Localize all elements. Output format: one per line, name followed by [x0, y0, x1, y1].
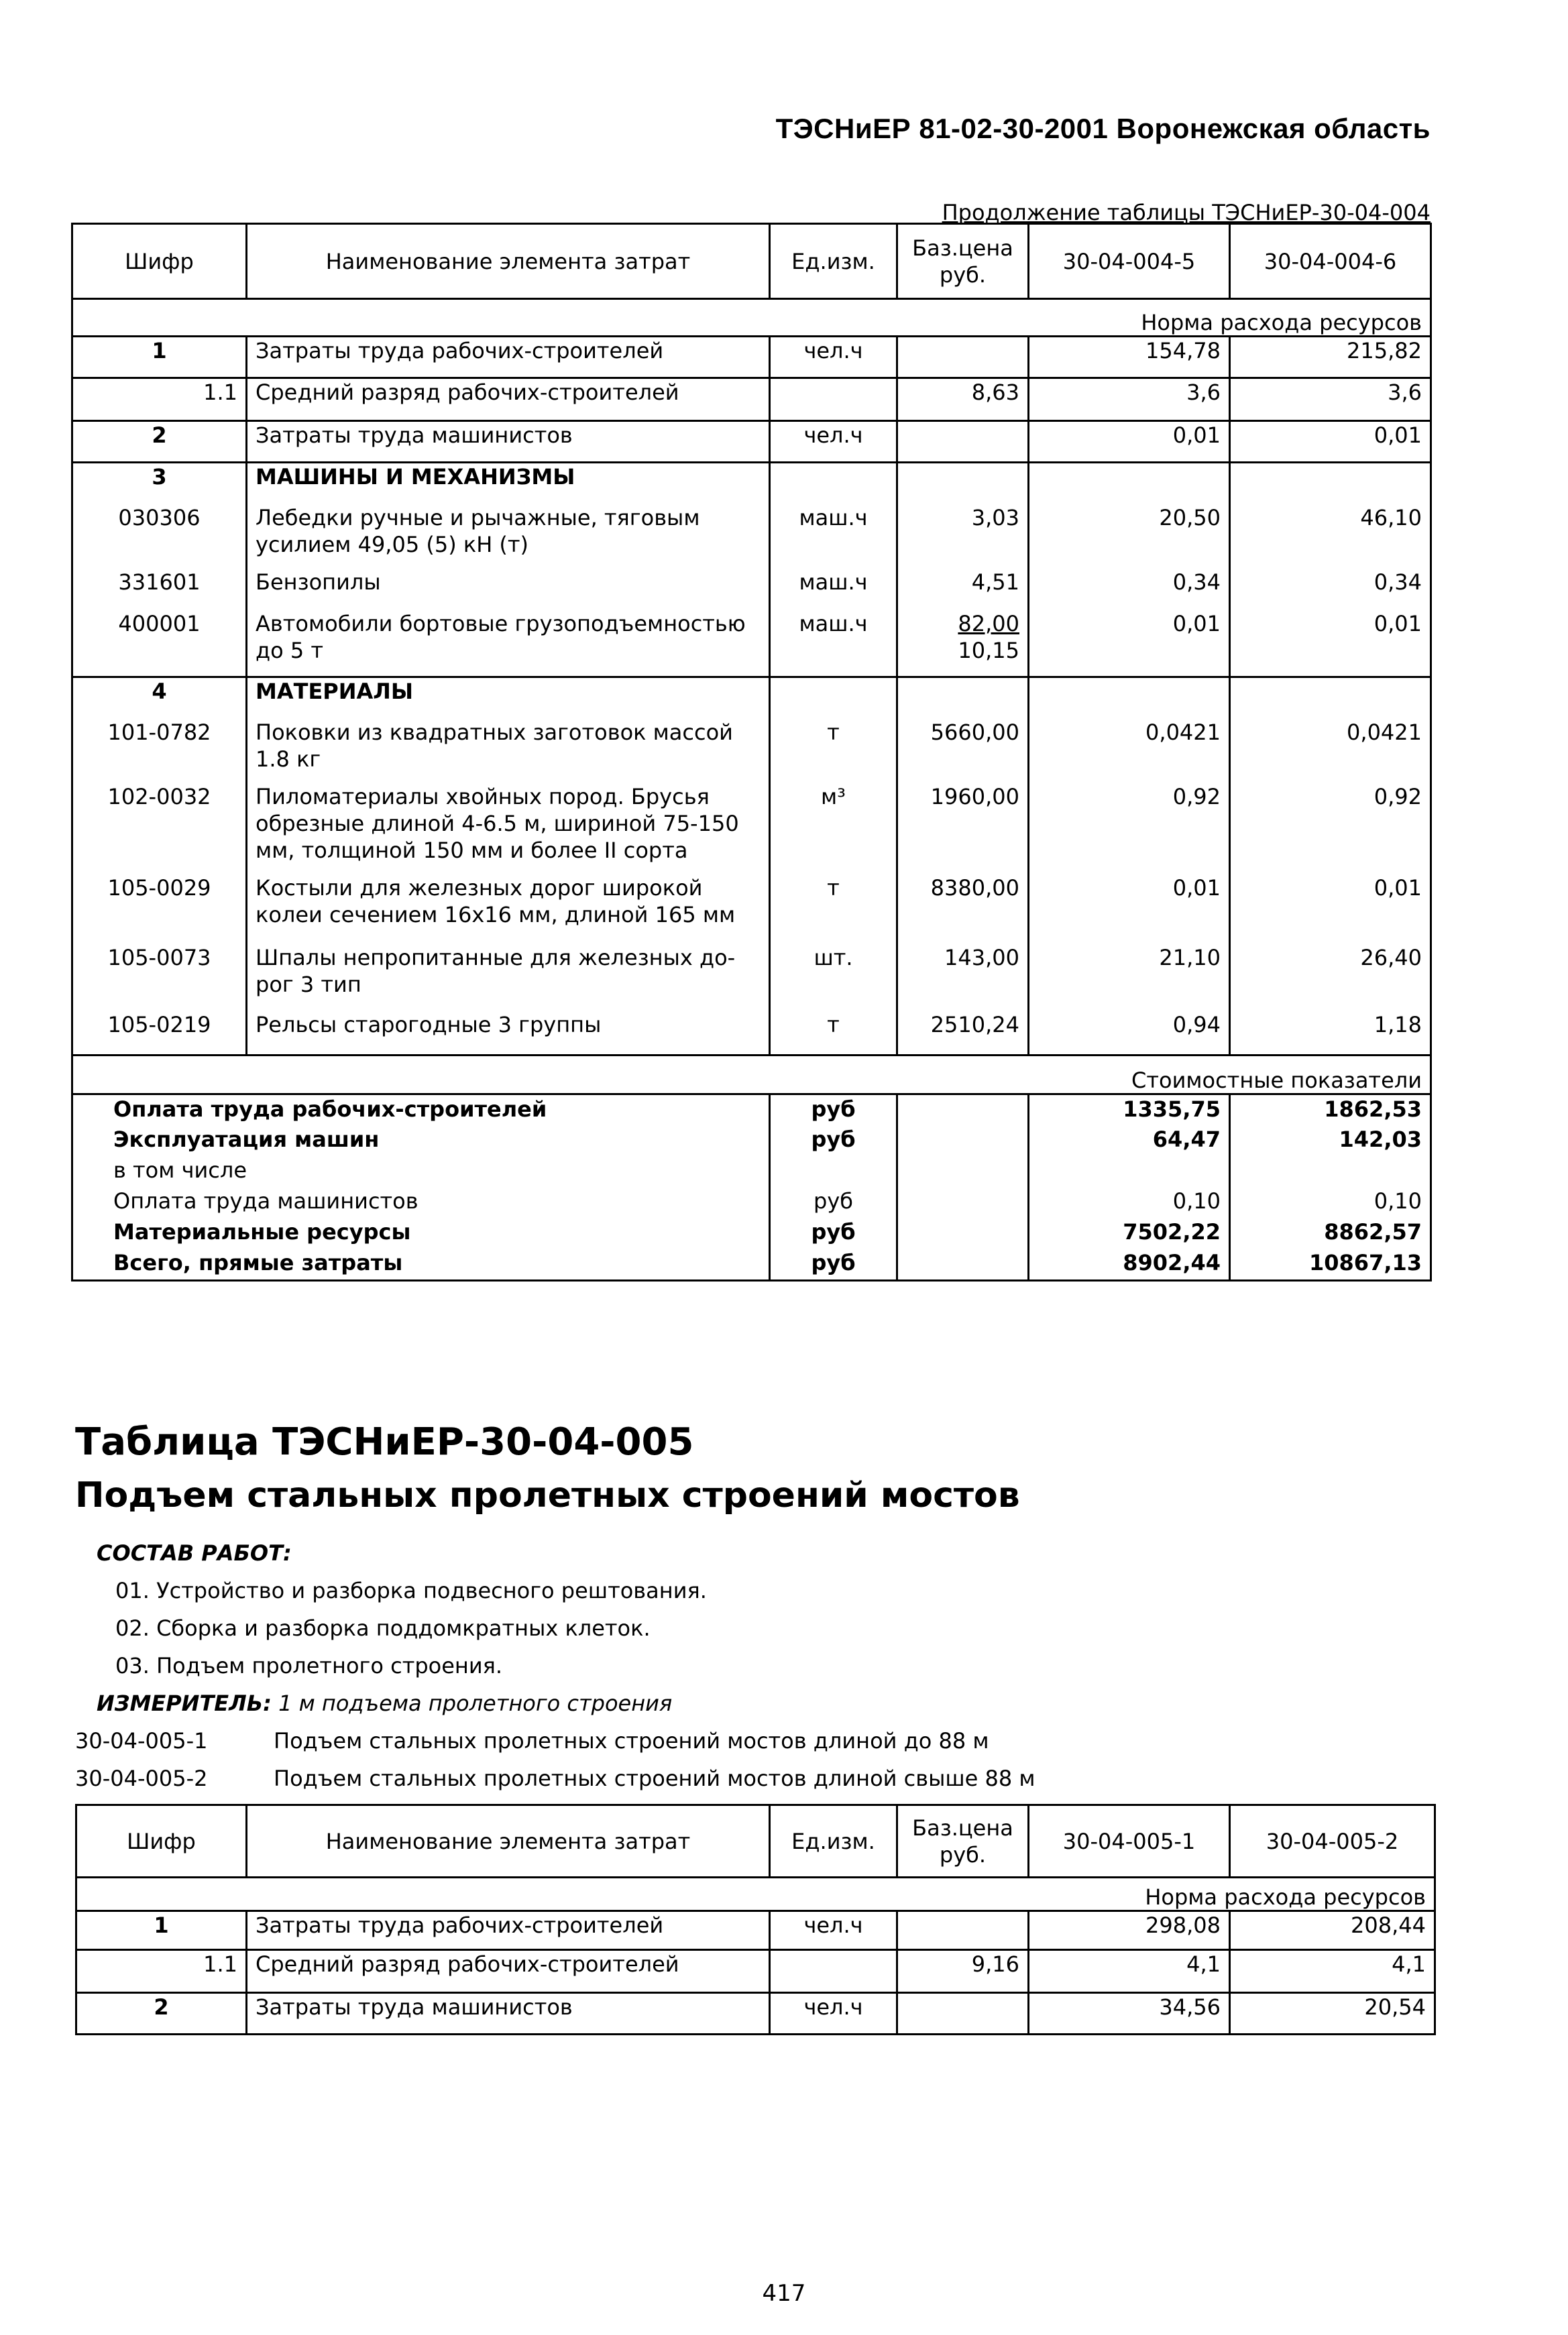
row-price: 143,00 — [897, 944, 1029, 1011]
cost-value-2: 1862,53 — [1230, 1094, 1431, 1125]
row-unit: маш.ч — [770, 610, 897, 677]
row-name: Затраты труда рабочих-строителей — [247, 337, 770, 378]
row-code: 1 — [72, 337, 247, 378]
row-value-2: 0,01 — [1230, 874, 1431, 944]
row-unit: т — [770, 719, 897, 783]
row-name: Средний разряд рабочих-строителей — [247, 378, 770, 421]
works-label: СОСТАВ РАБОТ: — [97, 1540, 292, 1566]
table-title: Таблица ТЭСНиЕР-30-04-005 — [75, 1420, 694, 1464]
item-line — [75, 1760, 1035, 1797]
row-value-2: 0,34 — [1230, 569, 1431, 610]
row-name: Костыли для железных дорог широкой колеи сечением 16х16 мм, длиной 165 мм — [247, 874, 770, 944]
row-name: Бензопилы — [247, 569, 770, 610]
row-value-1: 154,78 — [1029, 337, 1230, 378]
row-unit: т — [770, 1011, 897, 1056]
header-code: Шифр — [72, 224, 247, 299]
cost-unit: руб — [770, 1125, 897, 1156]
header-name: Наименование элемента затрат — [247, 224, 770, 299]
meter-label: ИЗМЕРИТЕЛЬ: — [97, 1691, 272, 1716]
cost-value-1: 7502,22 — [1029, 1218, 1230, 1249]
row-name: Лебедки ручные и рычажные, тяговым усилием 49,05 (5) кН (т) — [247, 504, 770, 569]
row-unit: шт. — [770, 944, 897, 1011]
section-name: МАШИНЫ И МЕХАНИЗМЫ — [247, 463, 770, 504]
row-name: Затраты труда машинистов — [247, 1993, 770, 2035]
row-name: Затраты труда машинистов — [247, 421, 770, 463]
row-unit: чел.ч — [770, 421, 897, 463]
row-name: Затраты труда рабочих-строителей — [247, 1911, 770, 1950]
row-value-1: 34,56 — [1029, 1993, 1230, 2035]
row-unit: т — [770, 874, 897, 944]
row-name: Шпалы непропитанные для железных до- рог 3 тип — [247, 944, 770, 1011]
row-code: 105-0029 — [72, 874, 247, 944]
row-value-1: 298,08 — [1029, 1911, 1230, 1950]
cost-name: Оплата труда рабочих-строителей — [72, 1094, 770, 1125]
row-price: 1960,00 — [897, 783, 1029, 874]
work-item: 03. Подъем пролетного строения. — [115, 1653, 503, 1678]
row-unit: чел.ч — [770, 337, 897, 378]
header-col2: 30-04-004-6 — [1230, 224, 1431, 299]
row-value-2: 0,92 — [1230, 783, 1431, 874]
cost-unit: руб — [770, 1249, 897, 1281]
row-value-2: 0,0421 — [1230, 719, 1431, 783]
row-code: 105-0073 — [72, 944, 247, 1011]
cost-unit: руб — [770, 1094, 897, 1125]
row-value-1: 4,1 — [1029, 1950, 1230, 1993]
works-block — [75, 1534, 1035, 1797]
row-value-2: 46,10 — [1230, 504, 1431, 569]
cost-name: Материальные ресурсы — [72, 1218, 770, 1249]
row-name: Поковки из квадратных заготовок массой 1.8 кг — [247, 719, 770, 783]
row-price: 8,63 — [897, 378, 1029, 421]
resource-table-2 — [75, 1804, 1436, 2035]
row-value-2: 208,44 — [1230, 1911, 1435, 1950]
row-value-2: 0,01 — [1230, 610, 1431, 677]
row-unit: м³ — [770, 783, 897, 874]
row-price — [897, 1911, 1029, 1950]
row-value-2: 3,6 — [1230, 378, 1431, 421]
row-value-1: 0,01 — [1029, 421, 1230, 463]
row-price: 82,00 10,15 — [897, 610, 1029, 677]
resource-table-1 — [71, 223, 1432, 1282]
row-code: 2 — [72, 421, 247, 463]
meter-line — [75, 1685, 1035, 1722]
norm-label: Норма расхода ресурсов — [72, 299, 1431, 337]
document-header: ТЭСНиЕР 81-02-30-2001 Воронежская область — [775, 113, 1431, 144]
header-col2: 30-04-005-2 — [1230, 1805, 1435, 1878]
row-value-1: 0,94 — [1029, 1011, 1230, 1056]
row-code: 4 — [72, 677, 247, 719]
header-col1: 30-04-005-1 — [1029, 1805, 1230, 1878]
cost-value-1: 1335,75 — [1029, 1094, 1230, 1125]
header-unit: Ед.изм. — [770, 1805, 897, 1878]
cost-value-1: 8902,44 — [1029, 1249, 1230, 1281]
cost-value-1: 0,10 — [1029, 1187, 1230, 1218]
row-value-1: 0,0421 — [1029, 719, 1230, 783]
header-price: Баз.цена руб. — [897, 224, 1029, 299]
row-price — [897, 421, 1029, 463]
row-price: 2510,24 — [897, 1011, 1029, 1056]
item-code: 30-04-005-1 — [75, 1728, 208, 1754]
page-number: 417 — [762, 2280, 806, 2307]
meter-text: 1 м подъема пролетного строения — [278, 1691, 673, 1716]
work-item: 02. Сборка и разборка поддомкратных клеток. — [115, 1615, 651, 1641]
row-value-1: 0,01 — [1029, 610, 1230, 677]
row-code: 030306 — [72, 504, 247, 569]
row-price: 5660,00 — [897, 719, 1029, 783]
item-line — [75, 1722, 1035, 1760]
row-code: 101-0782 — [72, 719, 247, 783]
row-code: 105-0219 — [72, 1011, 247, 1056]
row-unit: чел.ч — [770, 1911, 897, 1950]
row-price — [897, 337, 1029, 378]
section-name: МАТЕРИАЛЫ — [247, 677, 770, 719]
row-value-1: 21,10 — [1029, 944, 1230, 1011]
header-col1: 30-04-004-5 — [1029, 224, 1230, 299]
cost-unit: руб — [770, 1218, 897, 1249]
row-value-2: 4,1 — [1230, 1950, 1435, 1993]
cost-name: Эксплуатация машин — [72, 1125, 770, 1156]
row-code: 3 — [72, 463, 247, 504]
row-price — [897, 1993, 1029, 2035]
row-unit: маш.ч — [770, 569, 897, 610]
row-unit: чел.ч — [770, 1993, 897, 2035]
row-code: 2 — [76, 1993, 247, 2035]
work-item: 01. Устройство и разборка подвесного рештования. — [115, 1578, 707, 1603]
row-code: 1 — [76, 1911, 247, 1950]
cost-value-2: 142,03 — [1230, 1125, 1431, 1156]
row-value-2: 26,40 — [1230, 944, 1431, 1011]
cost-value-2: 0,10 — [1230, 1187, 1431, 1218]
cost-label: Стоимостные показатели — [72, 1056, 1431, 1094]
norm-label: Норма расхода ресурсов — [76, 1878, 1435, 1911]
header-name: Наименование элемента затрат — [247, 1805, 770, 1878]
row-name: Рельсы старогодные 3 группы — [247, 1011, 770, 1056]
row-code: 1.1 — [72, 378, 247, 421]
row-unit: маш.ч — [770, 504, 897, 569]
cost-value-1: 64,47 — [1029, 1125, 1230, 1156]
cost-value-2: 10867,13 — [1230, 1249, 1431, 1281]
table-header-row — [72, 224, 1431, 299]
cost-value-2: 8862,57 — [1230, 1218, 1431, 1249]
row-value-1: 20,50 — [1029, 504, 1230, 569]
item-code: 30-04-005-2 — [75, 1766, 208, 1791]
row-name: Автомобили бортовые грузоподъемностью до 5 т — [247, 610, 770, 677]
row-name: Пиломатериалы хвойных пород. Брусья обрезные длиной 4-6.5 м, шириной 75-150 мм, толщиной 150 мм и более II сорта — [247, 783, 770, 874]
table-subtitle: Подъем стальных пролетных строений мостов — [75, 1475, 1020, 1516]
row-price: 8380,00 — [897, 874, 1029, 944]
row-value-1: 3,6 — [1029, 378, 1230, 421]
cost-unit: руб — [770, 1187, 897, 1218]
row-value-1: 0,92 — [1029, 783, 1230, 874]
item-text: Подъем стальных пролетных строений мостов длиной до 88 м — [274, 1728, 989, 1754]
row-code: 400001 — [72, 610, 247, 677]
cost-name: Всего, прямые затраты — [72, 1249, 770, 1281]
item-text: Подъем стальных пролетных строений мостов длиной свыше 88 м — [274, 1766, 1035, 1791]
row-price: 3,03 — [897, 504, 1029, 569]
row-value-1: 0,01 — [1029, 874, 1230, 944]
row-price: 9,16 — [897, 1950, 1029, 1993]
row-code: 102-0032 — [72, 783, 247, 874]
row-value-2: 1,18 — [1230, 1011, 1431, 1056]
cost-name: Оплата труда машинистов — [72, 1187, 770, 1218]
row-price: 4,51 — [897, 569, 1029, 610]
row-code: 331601 — [72, 569, 247, 610]
header-unit: Ед.изм. — [770, 224, 897, 299]
row-value-2: 0,01 — [1230, 421, 1431, 463]
row-unit — [770, 1950, 897, 1993]
header-price: Баз.цена руб. — [897, 1805, 1029, 1878]
header-code: Шифр — [76, 1805, 247, 1878]
row-value-2: 215,82 — [1230, 337, 1431, 378]
table-continuation-note: Продолжение таблицы ТЭСНиЕР-30-04-004 — [942, 200, 1431, 225]
row-code: 1.1 — [76, 1950, 247, 1993]
table-header-row — [76, 1805, 1435, 1878]
row-value-1: 0,34 — [1029, 569, 1230, 610]
row-name: Средний разряд рабочих-строителей — [247, 1950, 770, 1993]
row-unit — [770, 378, 897, 421]
row-value-2: 20,54 — [1230, 1993, 1435, 2035]
cost-name: в том числе — [72, 1156, 770, 1187]
